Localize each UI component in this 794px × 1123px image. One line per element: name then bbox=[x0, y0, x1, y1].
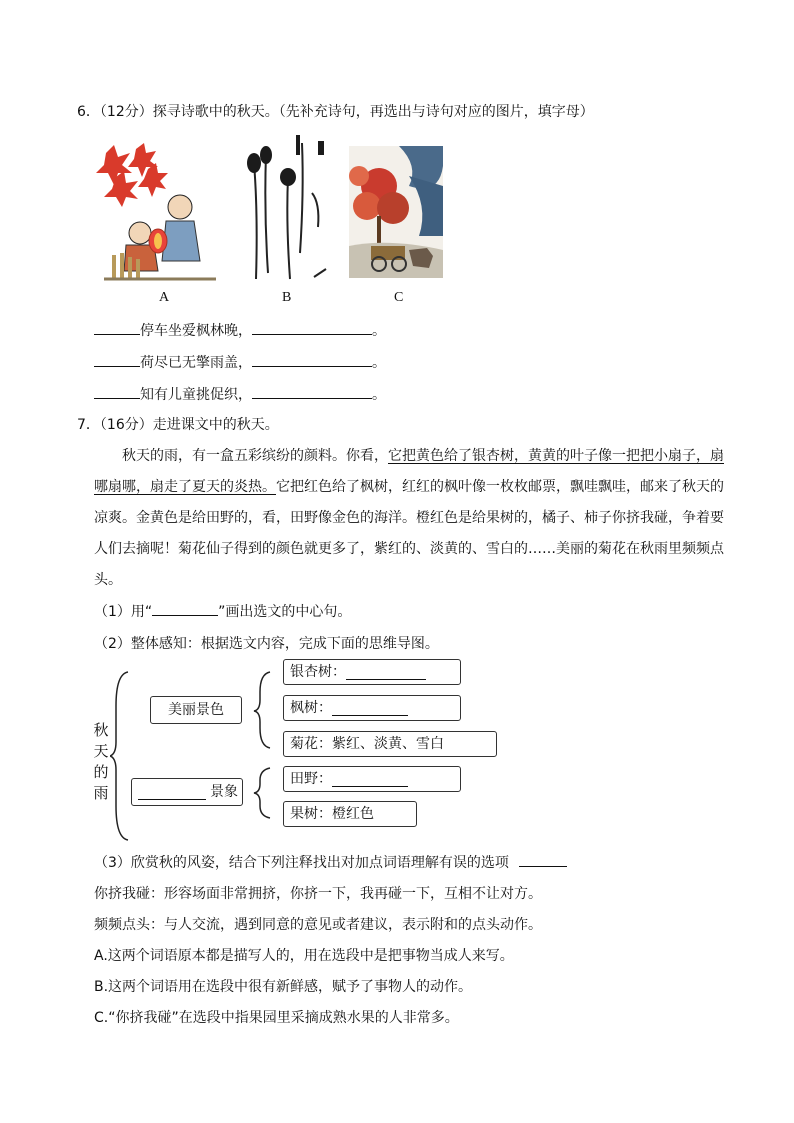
passage-line-5: 头。 bbox=[94, 572, 122, 588]
image-b-label: B bbox=[282, 290, 292, 305]
passage-line-4: 人们去摘呢！菊花仙子得到的颜色就更多了，紫红的、淡黄的、雪白的……美丽的菊花在秋雨里频频点 bbox=[94, 541, 724, 557]
central-sentence-2: 哪扇哪，扇走了夏天的炎热。 bbox=[94, 479, 276, 495]
central-sentence-1: 它把黄色给了银杏树，黄黄的叶子像一把把小扇子，扇 bbox=[388, 448, 724, 464]
q7-header: 7．（16分）走进课文中的秋天。 bbox=[77, 417, 279, 433]
node-ginkgo-label: 银杏树： bbox=[290, 664, 346, 680]
mindmap-braces bbox=[110, 666, 300, 842]
node-scenery: 美丽景色 bbox=[150, 696, 242, 724]
note-2: 频频点头：与人交流，遇到同意的意见或者建议，表示附和的点头动作。 bbox=[94, 917, 542, 933]
passage-line-3: 凉爽。金黄色是给田野的，看，田野像金色的海洋。橙红色是给果树的，橘子、柿子你挤我碰，争着要 bbox=[94, 510, 724, 526]
blank-letter-1[interactable] bbox=[94, 320, 140, 335]
blank-maple[interactable] bbox=[332, 701, 408, 716]
node-fruit: 果树：橙红色 bbox=[283, 801, 417, 827]
subq-1b: ”画出选文的中心句。 bbox=[218, 604, 352, 620]
blank-ginkgo[interactable] bbox=[346, 665, 426, 680]
passage-1a: 秋天的雨，有一盒五彩缤纷的颜料。你看， bbox=[122, 448, 388, 464]
image-a-children-lantern bbox=[96, 143, 226, 283]
image-c-maple-carriage bbox=[349, 146, 443, 278]
node-chrysanthemum: 菊花：紫红、淡黄、雪白 bbox=[283, 731, 497, 757]
blank-scene[interactable] bbox=[138, 785, 206, 800]
node-maple bbox=[283, 695, 461, 721]
passage-line-1 bbox=[122, 445, 724, 465]
node-field bbox=[283, 766, 461, 792]
mindmap-root: 秋天的雨 bbox=[93, 721, 109, 802]
subq-3 bbox=[94, 852, 567, 872]
option-a: A.这两个词语原本都是描写人的，用在选段中是把事物当成人来写。 bbox=[94, 948, 514, 964]
node-scene-label: 景象 bbox=[210, 784, 238, 800]
blank-verse-2[interactable] bbox=[252, 352, 372, 367]
passage-2b: 它把红色给了枫树，红红的枫叶像一枚枚邮票，飘哇飘哇，邮来了秋天的 bbox=[276, 479, 724, 495]
node-ginkgo bbox=[283, 659, 461, 685]
line-end-3: 。 bbox=[372, 387, 386, 403]
image-a-label: A bbox=[159, 290, 170, 305]
q6-header: 6．（12分）探寻诗歌中的秋天。（先补充诗句，再选出与诗句对应的图片，填字母） bbox=[77, 104, 594, 120]
poem-line-1-text: 停车坐爱枫林晚， bbox=[140, 323, 252, 339]
subq-1a: （1）用“ bbox=[94, 604, 153, 620]
poem-line-2 bbox=[94, 352, 386, 372]
option-b: B.这两个词语用在选段中很有新鲜感，赋予了事物人的动作。 bbox=[94, 979, 473, 995]
subq-2: （2）整体感知：根据选文内容，完成下面的思维导图。 bbox=[94, 636, 439, 652]
image-c-label: C bbox=[394, 290, 404, 305]
passage-line-2 bbox=[94, 476, 724, 496]
node-maple-label: 枫树： bbox=[290, 700, 332, 716]
blank-letter-2[interactable] bbox=[94, 352, 140, 367]
poem-line-3 bbox=[94, 384, 386, 404]
node-scene bbox=[131, 778, 243, 806]
blank-verse-3[interactable] bbox=[252, 384, 372, 399]
line-end-1: 。 bbox=[372, 323, 386, 339]
note-1: 你挤我碰：形容场面非常拥挤，你挤一下，我再碰一下，互相不让对方。 bbox=[94, 886, 542, 902]
poem-line-1 bbox=[94, 320, 386, 340]
blank-field[interactable] bbox=[332, 772, 408, 787]
poem-line-2-text: 荷尽已无擎雨盖， bbox=[140, 355, 252, 371]
subq-3-text: （3）欣赏秋的风姿，结合下列注释找出对加点词语理解有误的选项 bbox=[94, 855, 509, 871]
blank-verse-1[interactable] bbox=[252, 320, 372, 335]
option-c: C.“你挤我碰”在选段中指果园里采摘成熟水果的人非常多。 bbox=[94, 1010, 459, 1026]
underline-sample bbox=[152, 601, 218, 616]
line-end-2: 。 bbox=[372, 355, 386, 371]
poem-line-3-text: 知有儿童挑促织， bbox=[140, 387, 252, 403]
blank-answer-3[interactable] bbox=[519, 852, 567, 867]
node-field-label: 田野： bbox=[290, 771, 332, 787]
image-b-withered-lotus bbox=[234, 133, 334, 283]
blank-letter-3[interactable] bbox=[94, 384, 140, 399]
subq-1 bbox=[94, 601, 351, 621]
